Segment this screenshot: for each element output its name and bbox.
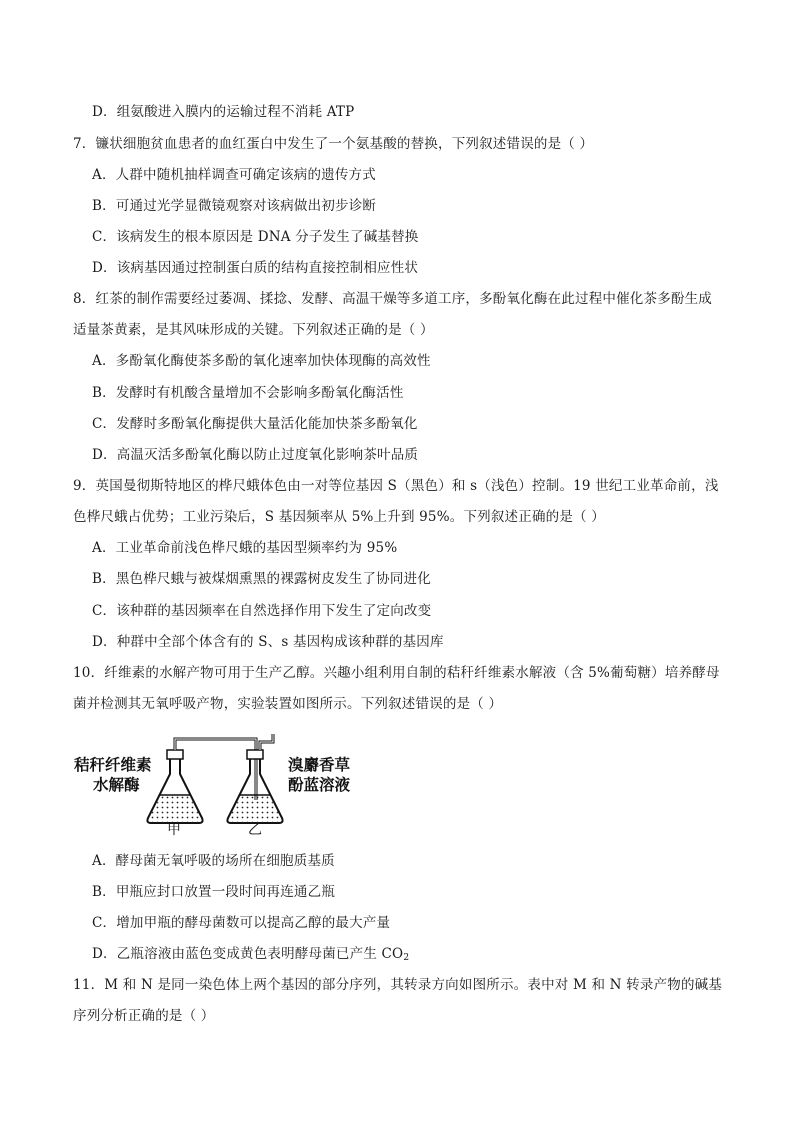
q10-option-d-text: D．乙瓶溶液由蓝色变成黄色表明酵母菌已产生 CO bbox=[92, 946, 404, 962]
q10-option-a: A．酵母菌无氧呼吸的场所在细胞质基质 bbox=[92, 853, 335, 869]
q7-option-b: B．可通过光学显微镜观察对该病做出初步诊断 bbox=[92, 198, 377, 214]
q7-option-c: C．该病发生的根本原因是 DNA 分子发生了碱基替换 bbox=[92, 229, 419, 245]
question-8-stem-line2: 适量茶黄素，是其风味形成的关键。下列叙述正确的是（ ） bbox=[73, 322, 434, 338]
flask-diagram bbox=[70, 730, 370, 840]
flask-jia bbox=[147, 750, 202, 823]
question-8-stem-line1: 8．红茶的制作需要经过萎凋、揉捻、发酵、高温干燥等多道工序，多酚氧化酶在此过程中催化茶多酚生成 bbox=[73, 291, 712, 307]
q8-option-c: C．发酵时多酚氧化酶提供大量活化能加快茶多酚氧化 bbox=[92, 416, 418, 432]
experiment-apparatus-figure bbox=[70, 730, 370, 840]
q10-option-d bbox=[92, 944, 409, 964]
q9-option-b: B．黑色桦尺蛾与被煤烟熏黑的裸露树皮发生了协同进化 bbox=[92, 571, 431, 587]
q7-option-d: D．该病基因通过控制蛋白质的结构直接控制相应性状 bbox=[92, 260, 419, 276]
question-7-stem: 7．镰状细胞贫血患者的血红蛋白中发生了一个氨基酸的替换，下列叙述错误的是（ ） bbox=[73, 136, 594, 152]
question-9-stem-line1: 9．英国曼彻斯特地区的桦尺蛾体色由一对等位基因 S（黑色）和 s（浅色）控制。19 世纪工业革命前，浅 bbox=[73, 478, 719, 494]
question-11-stem-line1: 11．M 和 N 是同一染色体上两个基因的部分序列，其转录方向如图所示。表中对 M 和 N 转录产物的碱基 bbox=[73, 977, 723, 993]
flask-yi-label: 乙 bbox=[248, 822, 262, 838]
q8-option-d: D．高温灭活多酚氧化酶以防止过度氧化影响茶叶品质 bbox=[92, 447, 419, 463]
q10-option-b: B．甲瓶应封口放置一段时间再连通乙瓶 bbox=[92, 884, 336, 900]
q6-option-d: D．组氨酸进入膜内的运输过程不消耗 ATP bbox=[92, 104, 355, 120]
question-9-stem-line2: 色桦尺蛾占优势；工业污染后，S 基因频率从 5%上升到 95%。下列叙述正确的是（ ） bbox=[73, 509, 605, 525]
q8-option-b: B．发酵时有机酸含量增加不会影响多酚氧化酶活性 bbox=[92, 385, 404, 401]
q10-option-c: C．增加甲瓶的酵母菌数可以提高乙醇的最大产量 bbox=[92, 915, 391, 931]
label-blue-solution: 酚蓝溶液 bbox=[288, 776, 351, 794]
question-10-stem-line1: 10．纤维素的水解产物可用于生产乙醇。兴趣小组利用自制的秸秆纤维素水解液（含 5%葡萄糖）培养酵母 bbox=[73, 665, 720, 681]
q9-option-d: D．种群中全部个体含有的 S、s 基因构成该种群的基因库 bbox=[92, 634, 444, 650]
label-hydrolysate: 水解酶 bbox=[93, 776, 140, 794]
label-bromothymol: 溴麝香草 bbox=[288, 756, 351, 774]
question-11-stem-line2: 序列分析正确的是（ ） bbox=[73, 1008, 215, 1024]
question-10-stem-line2: 菌并检测其无氧呼吸产物，实验装置如图所示。下列叙述错误的是（ ） bbox=[73, 696, 503, 712]
q8-option-a: A．多酚氧化酶使茶多酚的氧化速率加快体现酶的高效性 bbox=[92, 353, 431, 369]
q7-option-a: A．人群中随机抽样调查可确定该病的遗传方式 bbox=[92, 167, 376, 183]
q9-option-c: C．该种群的基因频率在自然选择作用下发生了定向改变 bbox=[92, 603, 432, 619]
co2-subscript: 2 bbox=[403, 953, 410, 963]
q9-option-a: A．工业革命前浅色桦尺蛾的基因型频率约为 95% bbox=[92, 540, 398, 556]
flask-jia-label: 甲 bbox=[167, 822, 181, 838]
label-straw-cellulose: 秸秆纤维素 bbox=[74, 756, 152, 774]
